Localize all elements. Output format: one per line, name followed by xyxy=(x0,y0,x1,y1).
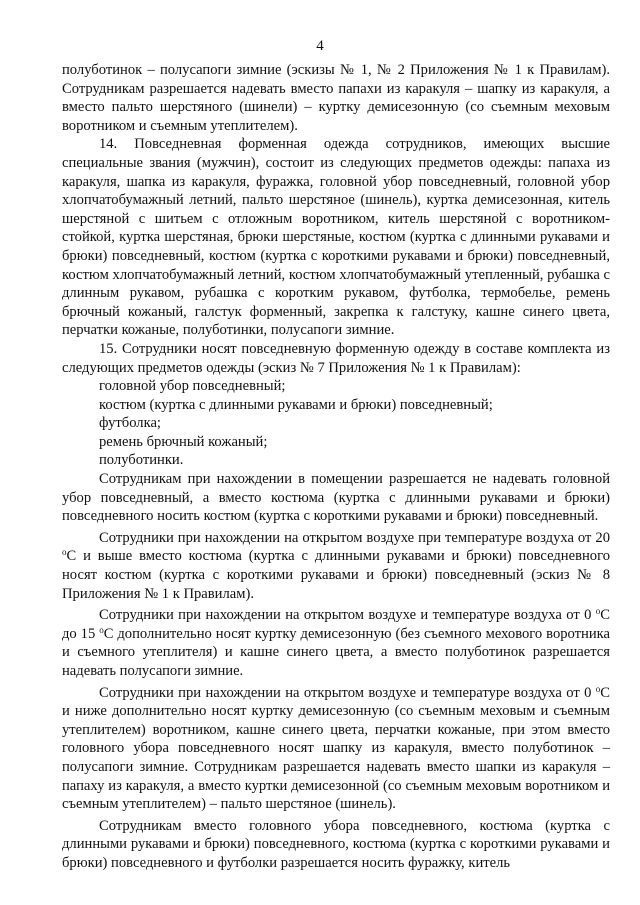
paragraph-alternatives: Сотрудникам вместо головного убора повседневного, костюма (куртка с длинными рукавами и брюки) повседневного, костюма (куртка с короткими рукавами и брюки) повседневного и футболки разрешается носить фуражку, китель xyxy=(62,817,610,871)
document-body xyxy=(62,61,610,873)
paragraph-indoor: Сотрудникам при нахождении в помещении разрешается не надевать головной убор повседневный, а вместо костюма (куртка с длинными рукавами и брюки) повседневного носить костюм (куртка с короткими рукавами и брюки) повседневный. xyxy=(62,471,610,525)
paragraph-warm-weather xyxy=(62,529,610,603)
text-fragment: Сотрудники при нахождении на открытом воздухе и температуре воздуха от 0 xyxy=(99,684,596,701)
paragraph-cold-weather xyxy=(62,684,610,814)
list-item: головной убор повседневный; xyxy=(99,378,286,395)
list-item: полуботинки. xyxy=(99,452,184,469)
page-number: 4 xyxy=(316,38,324,54)
degree-sign: о xyxy=(595,606,601,617)
list-item: костюм (куртка с длинными рукавами и брюки) повседневный; xyxy=(99,396,493,413)
text-fragment: Сотрудники при нахождении на открытом воздухе и температуре воздуха от 0 xyxy=(99,607,596,624)
text-fragment: С до 15 xyxy=(62,607,610,642)
degree-sign: о xyxy=(595,683,601,694)
paragraph-continuation: полуботинок – полусапоги зимние (эскизы № 1, № 2 Приложения № 1 к Правилам). Сотрудникам разрешается надевать вместо папахи из каракуля – шапку из каракуля, а вместо пальто шерстяного (шинели) – куртку демисезонную (со съемным меховым воротником и съемным утеплителем). xyxy=(62,62,610,134)
paragraph-14: 14. Повседневная форменная одежда сотрудников, имеющих высшие специальные звания (мужчин), состоит из следующих предметов одежды: папаха из каракуля, шапка из каракуля, фуражка, головной убор повседневный, головной убор хлопчатобумажный летний, пальто шерстяное (шинель), куртка демисезонная, китель шерстяной с шитьем с отложным воротником, китель шерстяной с воротником-стойкой, куртка шерстяная, брюки шерстяные, костюм (куртка с длинными рукавами и брюки) повседневный, костюм (куртка с короткими рукавами и брюки) повседневный, костюм хлопчатобумажный летний, костюм хлопчатобумажный утепленный, рубашка с длинным рукавом, рубашка с коротким рукавом, футболка, термобелье, ремень брючный кожаный, галстук форменный, закрепка к галстуку, кашне синего цвета, перчатки кожаные, полуботинки, полусапоги зимние. xyxy=(62,136,610,339)
list-item: футболка; xyxy=(99,415,161,432)
text-fragment: С и выше вместо костюма (куртка с длинными рукавами и брюки) повседневного носят костюм (куртка с короткими рукавами и брюки) повседневный (эскиз № 8 Приложения № 1 к Правилам). xyxy=(62,548,610,602)
degree-sign: о xyxy=(62,547,67,558)
paragraph-15: 15. Сотрудники носят повседневную форменную одежду в составе комплекта из следующих предметов одежды (эскиз № 7 Приложения № 1 к Правилам): xyxy=(62,340,610,376)
clothing-list xyxy=(62,377,610,470)
text-fragment: С дополнительно носят куртку демисезонную (без съемного мехового воротника и съемного утеплителя) и кашне синего цвета, а вместо полуботинок разрешается надевать полусапоги зимние. xyxy=(62,625,610,679)
list-item: ремень брючный кожаный; xyxy=(99,433,268,450)
paragraph-mild-weather xyxy=(62,606,610,680)
text-fragment: С и ниже дополнительно носят куртку демисезонную (со съемным меховым и съемным утеплителем) воротником, кашне синего цвета, перчатки кожаные, при этом вместо головного убора повседневного носят шапку из каракуля, вместо полуботинок – полусапоги зимние. Сотрудникам разрешается надевать вместо шапки из каракуля – папаху из каракуля, а вместо куртки демисезонной (со съемным меховым воротником и съемным утеплителем) – пальто шерстяное (шинель). xyxy=(62,684,610,813)
degree-sign: о xyxy=(99,624,104,635)
text-fragment: Сотрудники при нахождении на открытом воздухе при температуре воздуха от 20 xyxy=(99,529,610,546)
